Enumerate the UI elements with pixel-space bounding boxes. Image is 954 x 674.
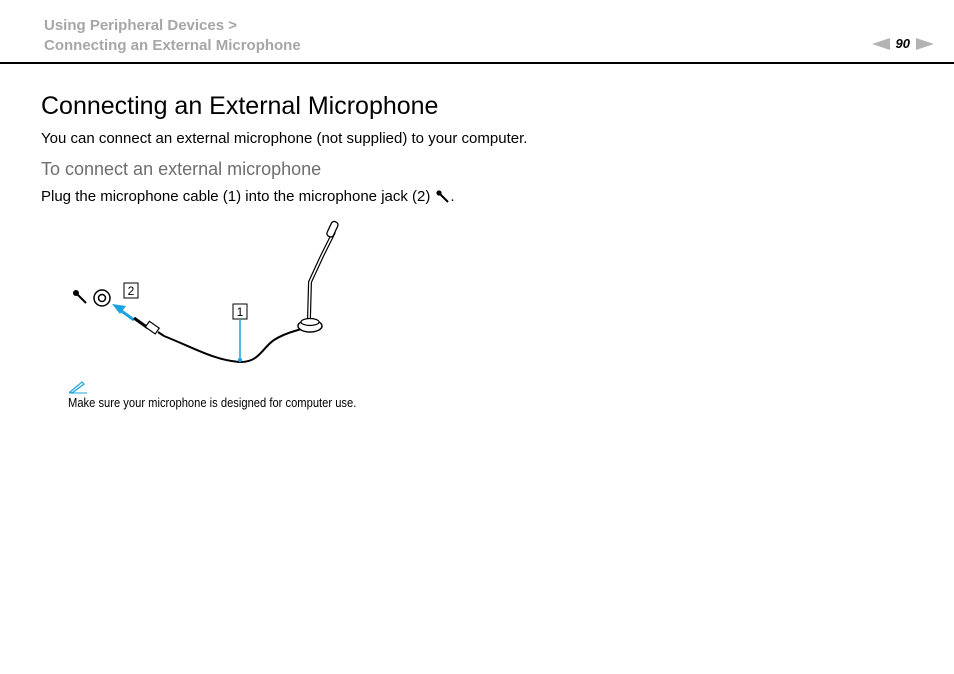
svg-text:1: 1 bbox=[236, 305, 244, 319]
jack-microphone-icon bbox=[73, 290, 86, 303]
svg-text:2: 2 bbox=[127, 284, 135, 298]
header-divider bbox=[0, 62, 954, 64]
microphone-cable bbox=[164, 328, 304, 362]
intro-text: You can connect an external microphone (not supplied) to your computer. bbox=[41, 130, 528, 147]
microphone-plug bbox=[134, 318, 164, 336]
pencil-note-icon bbox=[68, 380, 88, 394]
page-number: 90 bbox=[895, 36, 910, 51]
breadcrumb bbox=[44, 16, 301, 56]
step-end: . bbox=[450, 188, 455, 205]
previous-page-arrow-icon[interactable] bbox=[872, 38, 890, 50]
callout-1 bbox=[233, 304, 247, 362]
microphone-connection-figure bbox=[64, 218, 364, 373]
external-microphone bbox=[298, 220, 339, 332]
page-title: Connecting an External Microphone bbox=[41, 92, 439, 120]
step-text: Plug the microphone cable (1) into the microphone jack (2) bbox=[41, 188, 431, 205]
breadcrumb-section[interactable]: Using Peripheral Devices > bbox=[44, 17, 238, 34]
callout-2 bbox=[124, 283, 138, 298]
breadcrumb-page: Connecting an External Microphone bbox=[44, 37, 301, 54]
note-text: Make sure your microphone is designed for computer use. bbox=[68, 395, 357, 410]
next-page-arrow-icon[interactable] bbox=[916, 38, 934, 50]
insert-direction-arrow bbox=[112, 304, 134, 320]
page-navigation bbox=[872, 36, 934, 51]
procedure-heading: To connect an external microphone bbox=[41, 159, 322, 179]
microphone-icon bbox=[436, 190, 450, 204]
microphone-jack-port bbox=[94, 290, 110, 306]
procedure-step bbox=[41, 188, 455, 206]
